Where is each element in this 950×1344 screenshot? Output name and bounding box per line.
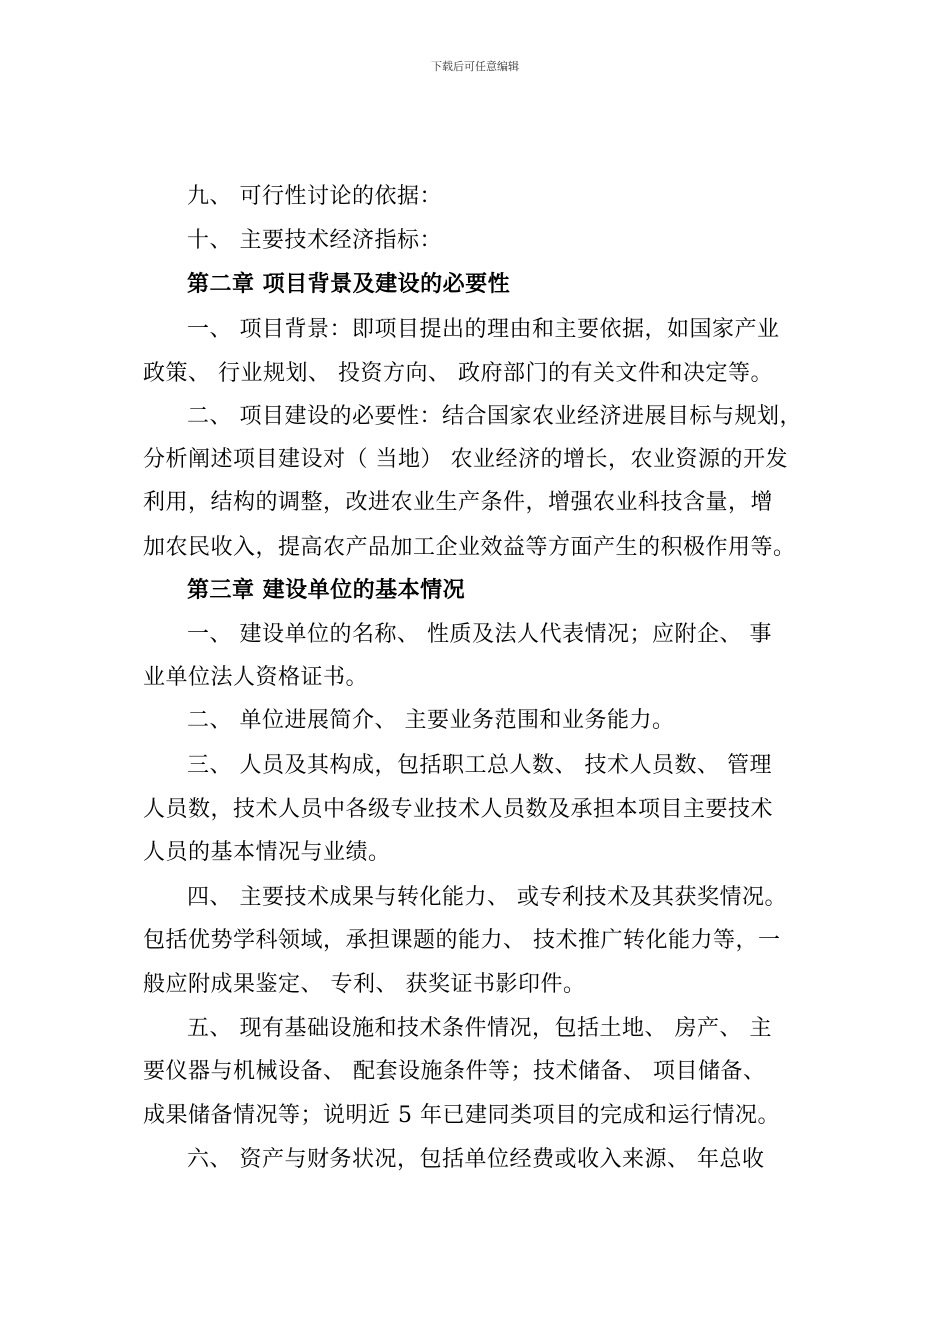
- paragraph-line: 业单位法人资格证书。: [143, 665, 369, 690]
- paragraph-line: 一、 项目背景：即项目提出的理由和主要依据，如国家产业: [187, 317, 780, 342]
- paragraph-line: 二、 项目建设的必要性：结合国家农业经济进展目标与规划，: [187, 404, 802, 429]
- paragraph-line: 人员数，技术人员中各级专业技术人员数及承担本项目主要技术: [143, 797, 774, 822]
- item-ten-indicators: 十、 主要技术经济指标：: [187, 228, 442, 253]
- paragraph-line: 成果储备情况等；说明近 5 年已建同类项目的完成和运行情况。: [143, 1103, 780, 1128]
- paragraph-line: 政策、 行业规划、 投资方向、 政府部门的有关文件和决定等。: [143, 361, 773, 386]
- paragraph-line: 分析阐述项目建设对（ 当地） 农业经济的增长，农业资源的开发: [143, 447, 788, 472]
- paragraph-line: 二、 单位进展简介、 主要业务范围和业务能力。: [187, 708, 675, 733]
- paragraph-line: 般应附成果鉴定、 专利、 获奖证书影印件。: [143, 972, 586, 997]
- paragraph-line: 人员的基本情况与业绩。: [143, 840, 391, 865]
- paragraph-line: 加农民收入，提高农产品加工企业效益等方面产生的积极作用等。: [143, 535, 796, 560]
- page-header: 下载后可任意编辑: [431, 60, 519, 73]
- paragraph-line: 五、 现有基础设施和技术条件情况，包括土地、 房产、 主: [187, 1016, 772, 1041]
- item-nine-basis: 九、 可行性讨论的依据：: [187, 184, 442, 209]
- paragraph-line: 六、 资产与财务状况，包括单位经费或收入来源、 年总收: [187, 1147, 765, 1172]
- paragraph-line: 一、 建设单位的名称、 性质及法人代表情况；应附企、 事: [187, 622, 772, 647]
- paragraph-line: 四、 主要技术成果与转化能力、 或专利技术及其获奖情况。: [187, 885, 787, 910]
- paragraph-line: 三、 人员及其构成，包括职工总人数、 技术人员数、 管理: [187, 753, 772, 778]
- paragraph-line: 要仪器与机械设备、 配套设施条件等；技术储备、 项目储备、: [143, 1059, 766, 1084]
- paragraph-line: 包括优势学科领域，承担课题的能力、 技术推广转化能力等，一: [143, 928, 781, 953]
- paragraph-line: 利用，结构的调整，改进农业生产条件，增强农业科技含量，增: [143, 490, 774, 515]
- chapter-three-heading: 第三章 建设单位的基本情况: [187, 578, 466, 603]
- chapter-two-heading: 第二章 项目背景及建设的必要性: [187, 272, 511, 297]
